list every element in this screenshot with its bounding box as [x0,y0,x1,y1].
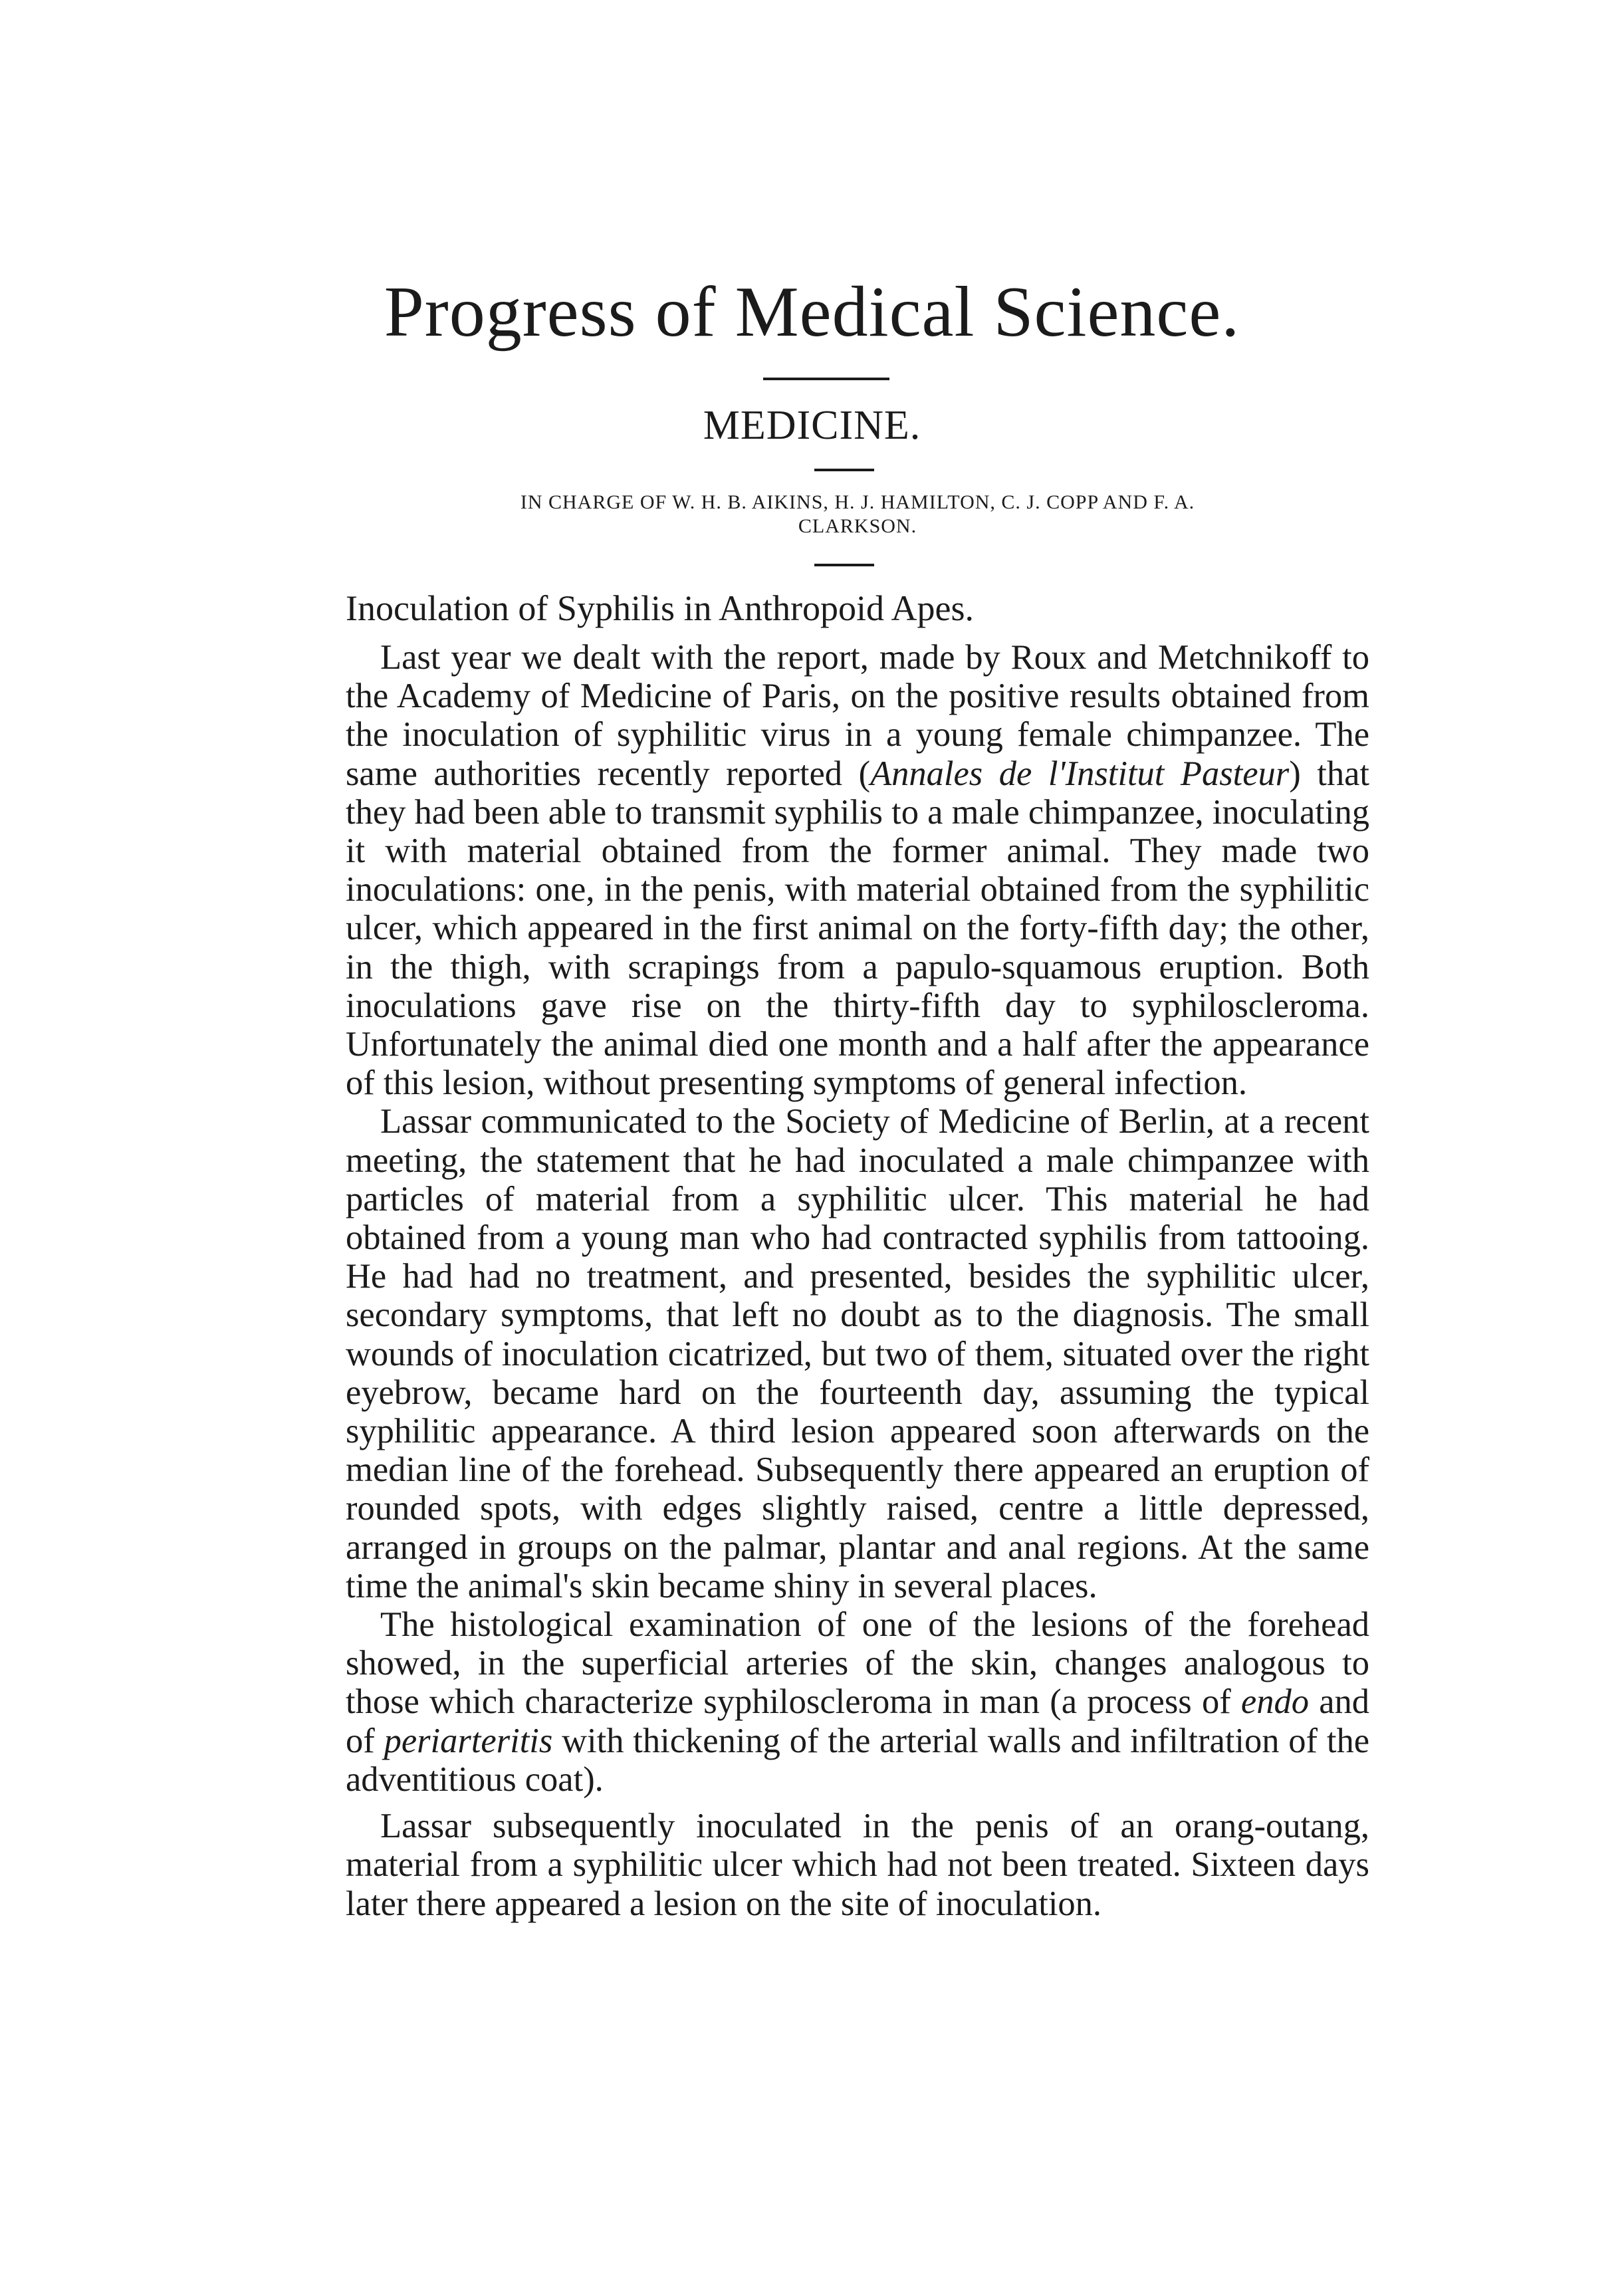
editors-line: IN CHARGE OF W. H. B. AIKINS, H. J. HAMILTON, C. J. COPP AND F. A. CLARKSON. [520,491,1195,537]
paragraph-1-text-b: ) that they had been able to transmit syphilis to a male chimpanzee, inoculating it with material obtained from the former animal. They made two inoculations: one, in the penis, with material obtained from the syphilitic ulcer, which appeared in the first animal on the forty-fifth day; the other, in the thigh, with scrapings from a papulo-squamous eruption. Both inoculations gave rise on the thirty-fifth day to syphiloscleroma. Unfortunately the animal died one month and a half after the appearance of this lesion, without presenting symptoms of general infection. [346,754,1369,1103]
term-periarteritis: periarteritis [384,1721,553,1760]
paragraph-3 [346,1605,1369,1799]
editors-divider [814,564,874,566]
paragraph-3-text-a: The histological examination of one of the lesions of the forehead showed, in the superficial arteries of the skin, changes analogous to those which characterize syphiloscleroma in man (a process of [346,1605,1369,1722]
paragraph-1-text-a: Last year we dealt with the report, made by Roux and Metchnikoff to the Academy of Medicine of Paris, on the positive results obtained from the inoculation of syphilitic virus in a young female chimpanzee. The same authorities recently reported ( [346,638,1369,793]
paragraph-1 [346,638,1369,1102]
journal-title: Progress of Medical Science. [384,273,1240,352]
journal-citation: Annales de l'Institut Pasteur [870,754,1290,793]
section-title: MEDICINE. [703,403,921,448]
article-title: Inoculation of Syphilis in Anthropoid Apes. [346,588,974,628]
paragraph-2: Lassar communicated to the Society of Medicine of Berlin, at a recent meeting, the statement that he had inoculated a male chimpanzee with particles of material from a syphilitic ulcer. This material he had obtained from a young man who had contracted syphilis from tattooing. He had had no treatment, and presented, besides the syphilitic ulcer, secondary symptoms, that left no doubt as to the diagnosis. The small wounds of inoculation cicatrized, but two of them, situated over the right eyebrow, became hard on the fourteenth day, assuming the typical syphilitic appearance. A third lesion appeared soon afterwards on the median line of the forehead. Subsequently there appeared an eruption of rounded spots, with edges slightly raised, centre a little depressed, arranged in groups on the palmar, plantar and anal regions. At the same time the animal's skin became shiny in several places. [346,1102,1369,1605]
paragraph-3-text-b: and of [346,1682,1369,1760]
section-divider [814,469,874,471]
title-divider [763,378,889,380]
article-body [346,638,1369,1923]
paragraph-4: Lassar subsequently inoculated in the penis of an orang-outang, material from a syphilitic ulcer which had not been treated. Sixteen days later there appeared a lesion on the site of inoculation. [346,1807,1369,1923]
paragraph-3-text-c: with thickening of the arterial walls and infiltration of the adventitious coat). [346,1721,1370,1799]
term-endo: endo [1240,1682,1309,1722]
